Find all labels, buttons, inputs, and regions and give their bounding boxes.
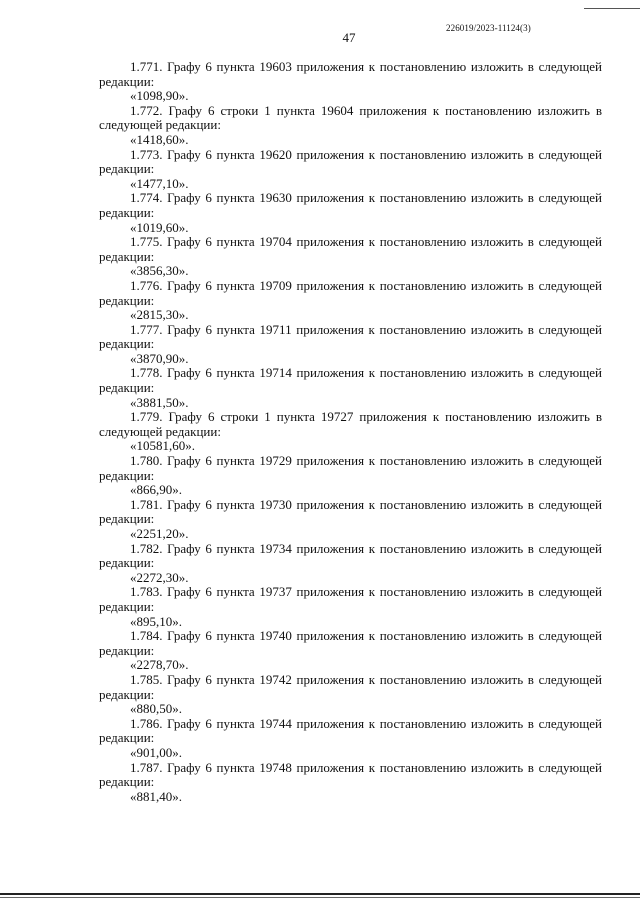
- list-item: [99, 717, 602, 761]
- list-item: [99, 235, 602, 279]
- list-item: [99, 323, 602, 367]
- item-new-value: «3881,50».: [130, 394, 189, 410]
- bottom-divider: [0, 893, 640, 895]
- item-instruction-text: 1.782. Графу 6 пункта 19734 приложения к постановлению изложить в следующей редакции:: [99, 540, 602, 571]
- item-new-value: «880,50».: [130, 701, 182, 717]
- list-item: [99, 585, 602, 629]
- bottom-divider-thin: [0, 897, 640, 898]
- item-instruction-text: 1.774. Графу 6 пункта 19630 приложения к постановлению изложить в следующей редакции:: [99, 190, 602, 220]
- item-new-value: «2815,30».: [130, 307, 189, 323]
- item-new-value: «10581,60».: [130, 438, 195, 454]
- item-instruction-text: 1.772. Графу 6 строки 1 пункта 19604 приложения к постановлению изложить в следующей редакции:: [99, 102, 602, 133]
- list-item: [99, 366, 602, 410]
- item-instruction-text: 1.785. Графу 6 пункта 19742 приложения к постановлению изложить в следующей редакции:: [99, 671, 602, 702]
- document-body: [99, 60, 602, 804]
- item-new-value: «866,90».: [130, 482, 182, 498]
- item-new-value: «1477,10».: [130, 175, 189, 191]
- list-item: [99, 761, 602, 805]
- item-instruction-text: 1.783. Графу 6 пункта 19737 приложения к постановлению изложить в следующей редакции:: [99, 584, 602, 614]
- item-new-value: «2272,30».: [130, 569, 189, 585]
- item-instruction-text: 1.781. Графу 6 пункта 19730 приложения к постановлению изложить в следующей редакции:: [99, 496, 602, 527]
- document-id: 226019/2023-11124(3): [446, 23, 531, 33]
- item-new-value: «895,10».: [130, 613, 182, 629]
- list-item: [99, 104, 602, 148]
- item-new-value: «2278,70».: [130, 657, 189, 673]
- item-new-value: «2251,20».: [130, 526, 189, 541]
- item-instruction-text: 1.787. Графу 6 пункта 19748 приложения к постановлению изложить в следующей редакции:: [99, 759, 602, 790]
- item-new-value: «1019,60».: [130, 219, 189, 235]
- item-instruction-text: 1.773. Графу 6 пункта 19620 приложения к постановлению изложить в следующей редакции:: [99, 146, 602, 177]
- item-instruction-text: 1.780. Графу 6 пункта 19729 приложения к постановлению изложить в следующей редакции:: [99, 453, 602, 483]
- item-instruction-text: 1.776. Графу 6 пункта 19709 приложения к постановлению изложить в следующей редакции:: [99, 277, 602, 308]
- page-number: 47: [342, 30, 356, 45]
- item-new-value: «1418,60».: [130, 131, 189, 147]
- item-instruction-text: 1.784. Графу 6 пункта 19740 приложения к постановлению изложить в следующей редакции:: [99, 628, 602, 658]
- item-new-value: «3856,30».: [130, 263, 189, 279]
- item-instruction-text: 1.775. Графу 6 пункта 19704 приложения к постановлению изложить в следующей редакции:: [99, 234, 602, 264]
- item-instruction-text: 1.786. Графу 6 пункта 19744 приложения к постановлению изложить в следующей редакции:: [99, 715, 602, 746]
- list-item: [99, 454, 602, 498]
- list-item: [99, 148, 602, 192]
- item-instruction-text: 1.778. Графу 6 пункта 19714 приложения к постановлению изложить в следующей редакции:: [99, 365, 602, 396]
- list-item: [99, 673, 602, 717]
- item-instruction-text: 1.777. Графу 6 пункта 19711 приложения к постановлению изложить в следующей редакции:: [99, 321, 602, 352]
- top-divider: [584, 8, 640, 9]
- list-item: [99, 629, 602, 673]
- list-item: [99, 191, 602, 235]
- list-item: [99, 410, 602, 454]
- item-instruction-text: 1.779. Графу 6 строки 1 пункта 19727 приложения к постановлению изложить в следующей редакции:: [99, 409, 602, 439]
- list-item: [99, 498, 602, 542]
- item-new-value: «3870,90».: [130, 350, 189, 366]
- item-new-value: «1098,90».: [130, 88, 189, 104]
- item-instruction-text: 1.771. Графу 6 пункта 19603 приложения к постановлению изложить в следующей редакции:: [99, 59, 602, 89]
- list-item: [99, 279, 602, 323]
- item-new-value: «901,00».: [130, 744, 182, 760]
- list-item: [99, 542, 602, 586]
- list-item: [99, 60, 602, 104]
- item-new-value: «881,40».: [130, 788, 182, 804]
